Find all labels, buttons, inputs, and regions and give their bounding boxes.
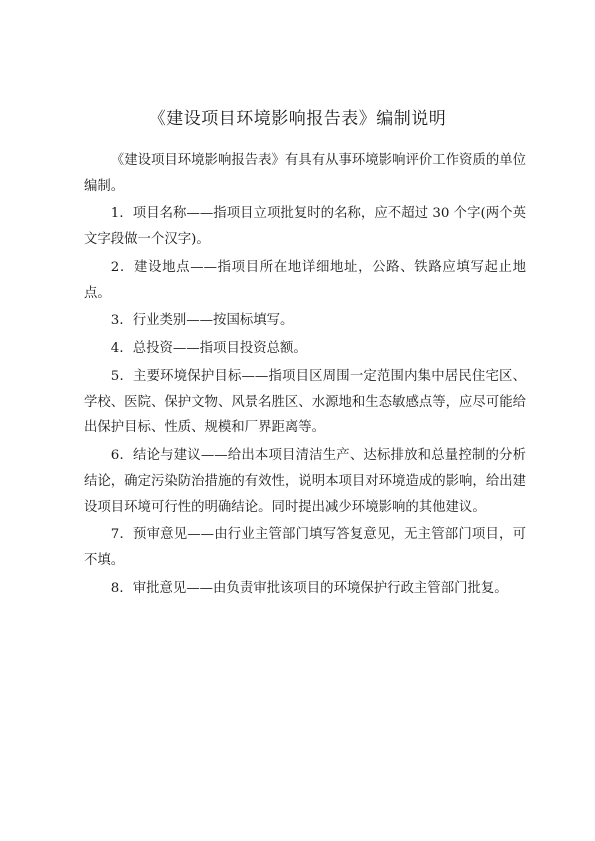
item-project-name: 1．项目名称——指项目立项批复时的名称，应不超过 30 个字(两个英文字段做一个汉字)。 bbox=[84, 206, 526, 248]
document-title: 《建设项目环境影响报告表》编制说明 bbox=[148, 109, 447, 129]
item-total-investment: 4．总投资——指项目投资总额。 bbox=[110, 341, 307, 357]
item-industry-category: 3．行业类别——按国标填写。 bbox=[110, 313, 294, 329]
item-construction-site: 2．建设地点——指项目所在地详细地址，公路、铁路应填写起止地点。 bbox=[84, 259, 526, 301]
item-pre-review: 7．预审意见——由行业主管部门填写答复意见，无主管部门项目，可不填。 bbox=[84, 527, 526, 568]
intro-paragraph: 《建设项目环境影响报告表》有具有从事环境影响评价工作资质的单位编制。 bbox=[84, 153, 526, 194]
item-conclusions: 6．结论与建议——给出本项目清洁生产、达标排放和总量控制的分析结论，确定污染防治措施的有效性，说明本项目对环境造成的影响，给出建设项目环境可行性的明确结论。同时提出减少环境影响的其他建议。 bbox=[84, 448, 526, 515]
item-approval: 8．审批意见——由负责审批该项目的环境保护行政主管部门批复。 bbox=[110, 580, 508, 596]
document-body bbox=[84, 148, 526, 604]
item-protection-targets: 5．主要环境保护目标——指项目区周围一定范围内集中居民住宅区、学校、医院、保护文物、风景名胜区、水源地和生态敏感点等，应尽可能给出保护目标、性质、规模和厂界距离等。 bbox=[84, 369, 526, 436]
